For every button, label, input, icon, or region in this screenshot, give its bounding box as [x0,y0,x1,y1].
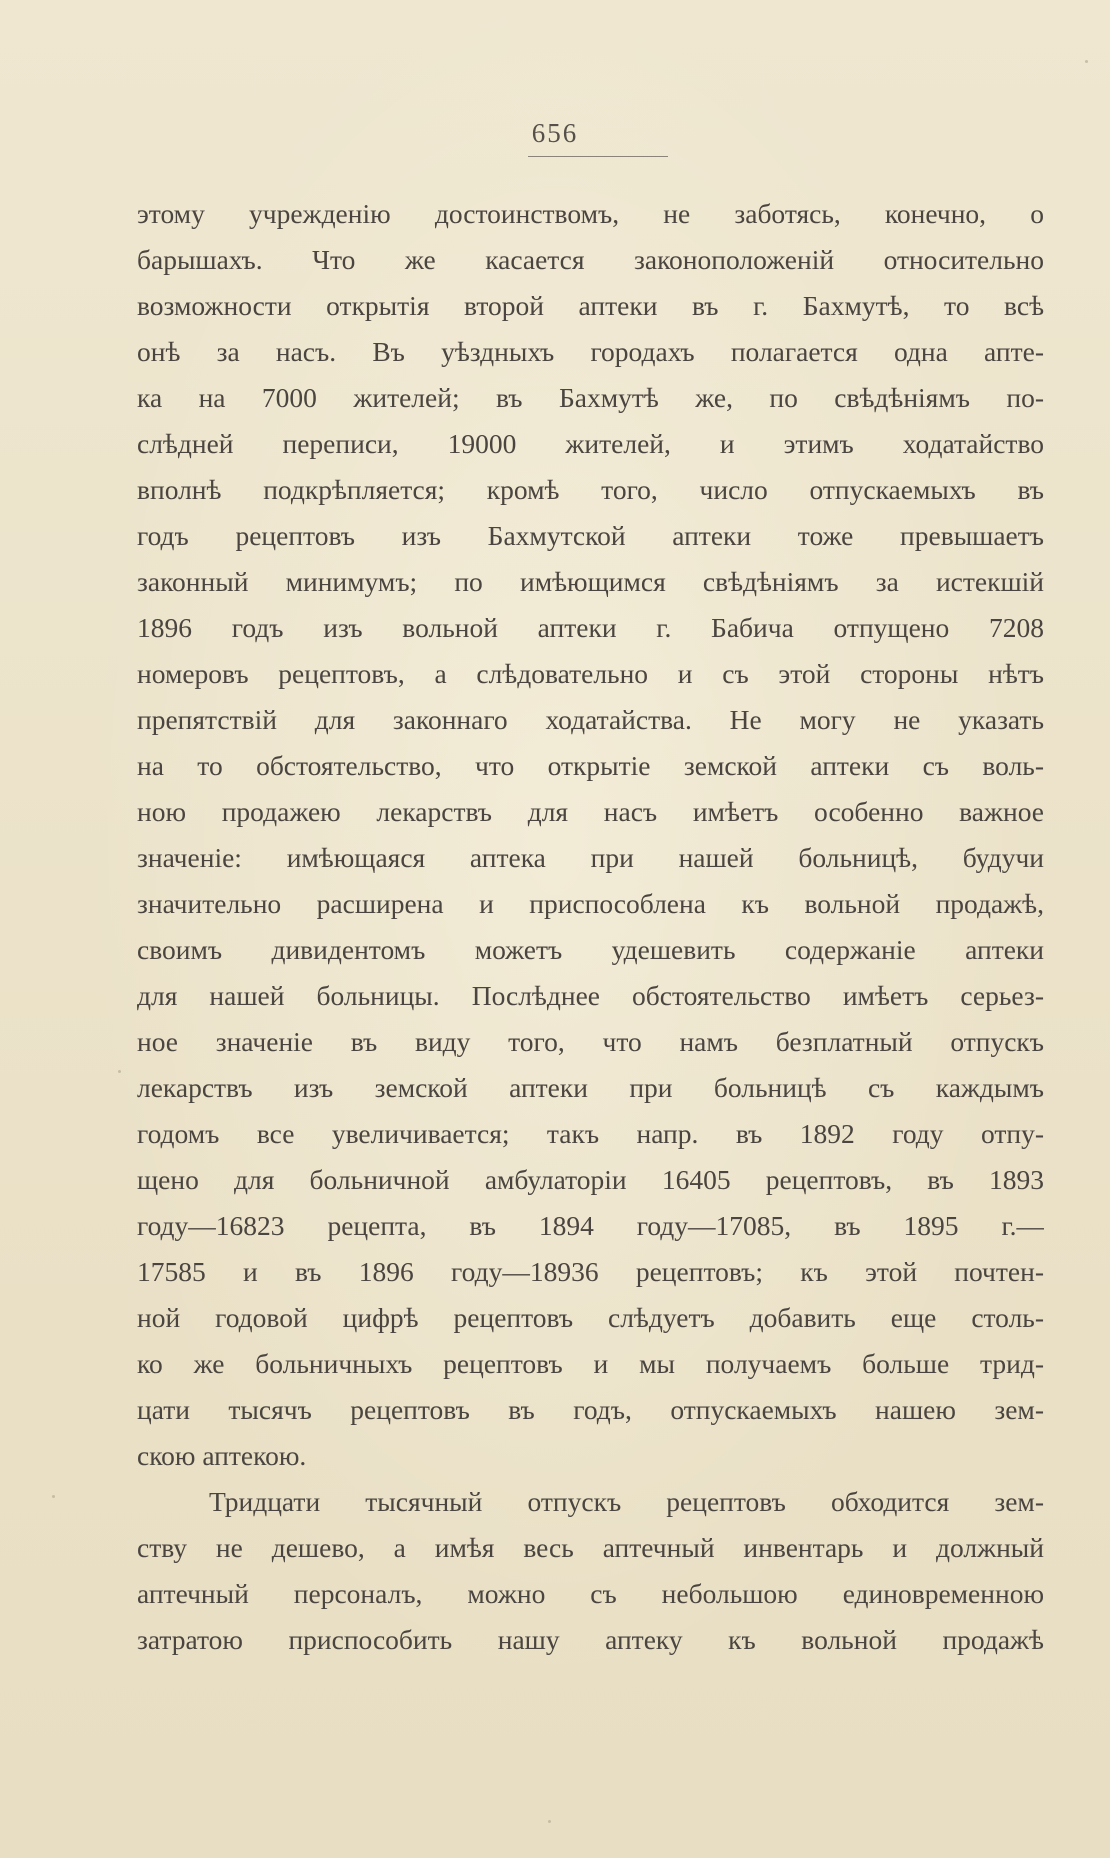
text-line: этому учрежденію достоинствомъ, не заботясь, конечно, о [137,198,1044,229]
text-line: на то обстоятельство, что открытіе земской аптеки съ воль- [137,750,1044,781]
text-line: барышахъ. Что же касается законоположеній относительно [137,244,1044,275]
text-line: Тридцати тысячный отпускъ рецептовъ обходится зем- [209,1486,1044,1517]
text-line: скою аптекою. [137,1440,307,1471]
text-line: лекарствъ изъ земской аптеки при больницѣ съ каждымъ [137,1072,1044,1103]
text-line: годомъ все увеличивается; такъ напр. въ 1892 году отпу- [137,1118,1044,1149]
text-line: своимъ дивидентомъ можетъ удешевить содержаніе аптеки [137,934,1044,965]
text-line: ной годовой цифрѣ рецептовъ слѣдуетъ добавить еще столь- [137,1302,1044,1333]
text-line: вполнѣ подкрѣпляется; кромѣ того, число отпускаемыхъ въ [137,474,1044,505]
text-line: году—16823 рецепта, въ 1894 году—17085, въ 1895 г.— [137,1210,1044,1241]
text-line: затратою приспособить нашу аптеку къ вольной продажѣ [137,1624,1044,1655]
text-line: законный минимумъ; по имѣющимся свѣдѣніямъ за истекшій [137,566,1044,597]
text-line: для нашей больницы. Послѣднее обстоятельство имѣетъ серьез- [137,980,1044,1011]
page-number-rule [528,156,668,157]
text-line: слѣдней переписи, 19000 жителей, и этимъ ходатайство [137,428,1044,459]
text-line: ству не дешево, а имѣя весь аптечный инвентарь и должный [137,1532,1044,1563]
text-line: ное значеніе въ виду того, что намъ безплатный отпускъ [137,1026,1044,1057]
paper-speck [52,1495,55,1498]
text-line: щено для больничной амбулаторіи 16405 рецептовъ, въ 1893 [137,1164,1044,1195]
paper-speck [548,1820,551,1823]
text-line: ко же больничныхъ рецептовъ и мы получаемъ больше трид- [137,1348,1044,1379]
paper-speck [1085,60,1088,63]
text-line: номеровъ рецептовъ, а слѣдовательно и съ этой стороны нѣтъ [137,658,1044,689]
body-text [137,191,1044,1663]
page-number: 656 [531,118,579,148]
text-line: ною продажею лекарствъ для насъ имѣетъ особенно важное [137,796,1044,827]
text-line: значеніе: имѣющаяся аптека при нашей больницѣ, будучи [137,842,1044,873]
paper-speck [118,1070,121,1073]
text-line: цати тысячъ рецептовъ въ годъ, отпускаемыхъ нашею зем- [137,1394,1044,1425]
text-line: значительно расширена и приспособлена къ вольной продажѣ, [137,888,1044,919]
text-line: онѣ за насъ. Въ уѣздныхъ городахъ полагается одна апте- [137,336,1044,367]
text-line: 1896 годъ изъ вольной аптеки г. Бабича отпущено 7208 [137,612,1044,643]
text-line: 17585 и въ 1896 году—18936 рецептовъ; къ этой почтен- [137,1256,1044,1287]
text-line: возможности открытія второй аптеки въ г. Бахмутѣ, то всѣ [137,290,1044,321]
text-line: ка на 7000 жителей; въ Бахмутѣ же, по свѣдѣніямъ по- [137,382,1044,413]
text-line: препятствій для законнаго ходатайства. Не могу не указать [137,704,1044,735]
text-line: годъ рецептовъ изъ Бахмутской аптеки тоже превышаетъ [137,520,1044,551]
text-line: аптечный персоналъ, можно съ небольшою единовременною [137,1578,1044,1609]
